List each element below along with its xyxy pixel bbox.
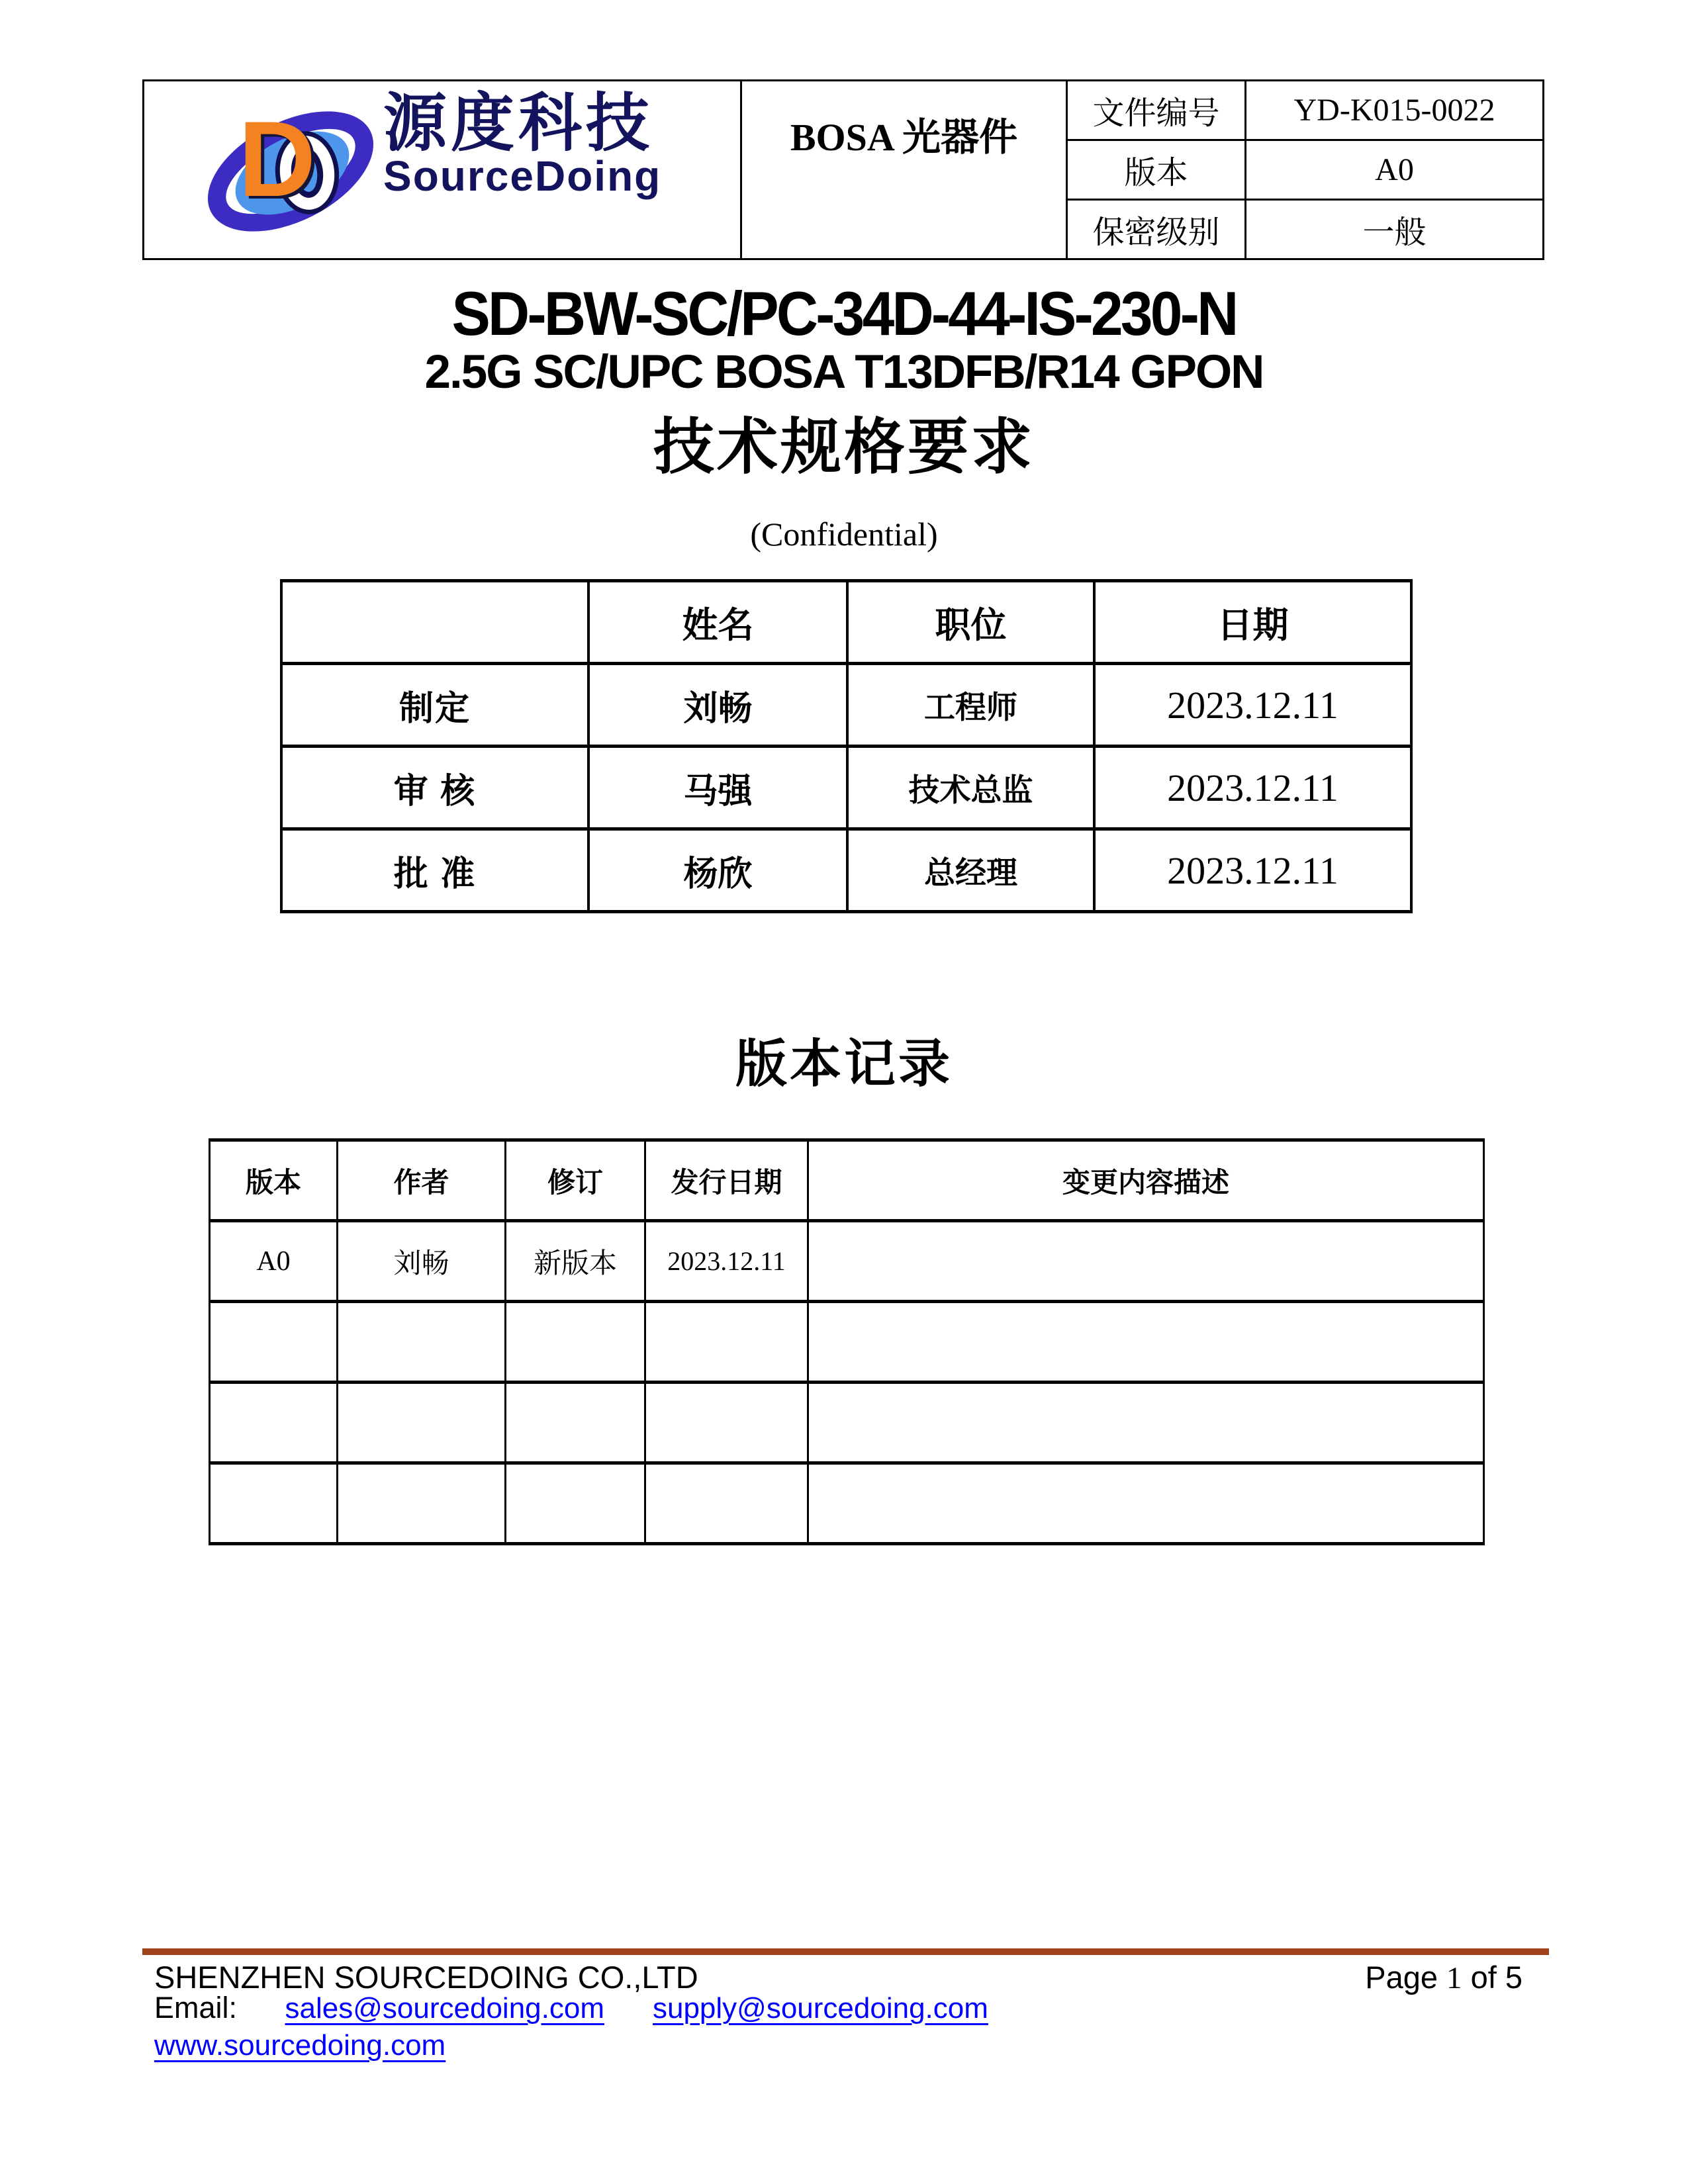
website-link[interactable]: www.sourcedoing.com [154,2029,446,2062]
approval-position: 技术总监 [847,747,1094,829]
revision-date [645,1383,808,1463]
approval-date: 2023.12.11 [1094,747,1411,829]
revision-revision [506,1463,645,1544]
revision-description [808,1302,1484,1383]
approval-table [280,579,1413,913]
footer-email-row [154,1991,988,2025]
revision-version [210,1383,338,1463]
revision-header-row [210,1140,1484,1221]
revision-author [338,1302,506,1383]
approval-date: 2023.12.11 [1094,829,1411,912]
approval-name: 刘畅 [588,664,847,747]
table-row [281,664,1411,747]
revision-version: A0 [210,1221,338,1302]
confidential-note: (Confidential) [750,516,938,553]
approval-header-position: 职位 [847,581,1094,664]
revision-revision [506,1302,645,1383]
email-label: Email: [154,1991,246,2025]
approval-role: 审 核 [281,747,588,829]
logo-cell [144,81,741,259]
confidentiality-value: 一般 [1246,200,1544,259]
logo-chinese-name: 源度科技 [383,88,653,159]
page-number: 1 [1446,1961,1462,1995]
revision-description [808,1383,1484,1463]
revision-header-revision: 修订 [506,1140,645,1221]
approval-role: 批 准 [281,829,588,912]
revision-version [210,1302,338,1383]
approval-header-date: 日期 [1094,581,1411,664]
page-title-model: SD-BW-SC/PC-34D-44-IS-230-N [451,279,1237,348]
version-value: A0 [1246,140,1544,200]
revision-revision: 新版本 [506,1221,645,1302]
revision-date [645,1463,808,1544]
revision-header-date: 发行日期 [645,1140,808,1221]
table-row [210,1463,1484,1544]
approval-date: 2023.12.11 [1094,664,1411,747]
revision-version [210,1463,338,1544]
approval-name: 杨欣 [588,829,847,912]
revision-author [338,1383,506,1463]
product-category: BOSA 光器件 [790,115,1018,159]
approval-header-blank [281,581,588,664]
revision-header-author: 作者 [338,1140,506,1221]
table-row [210,1383,1484,1463]
footer-company-name: SHENZHEN SOURCEDOING CO.,LTD [154,1960,698,1995]
logo-d-monogram: D [238,99,316,219]
header-table [142,79,1544,260]
revision-date [645,1302,808,1383]
revision-revision [506,1383,645,1463]
approval-position: 总经理 [847,829,1094,912]
table-row [281,747,1411,829]
table-row [210,1302,1484,1383]
approval-header-row [281,581,1411,664]
revision-author: 刘畅 [338,1221,506,1302]
footer-divider [142,1948,1549,1955]
confidentiality-label: 保密级别 [1067,200,1246,259]
revision-header-description: 变更内容描述 [808,1140,1484,1221]
revision-author [338,1463,506,1544]
revision-date: 2023.12.11 [645,1221,808,1302]
version-label: 版本 [1067,140,1246,200]
revision-table [209,1138,1485,1545]
revision-heading: 版本记录 [735,1034,953,1093]
logo-text [383,88,662,200]
sales-email-link[interactable]: sales@sourcedoing.com [285,1992,604,2025]
logo-english-name: SourceDoing [383,152,662,200]
page-suffix: of 5 [1462,1960,1523,1995]
approval-header-name: 姓名 [588,581,847,664]
revision-header-version: 版本 [210,1140,338,1221]
logo-mark [201,99,387,228]
page-prefix: Page [1365,1960,1447,1995]
revision-description [808,1463,1484,1544]
doc-number-value: YD-K015-0022 [1246,81,1544,140]
supply-email-link[interactable]: supply@sourcedoing.com [652,1992,988,2025]
footer-website-row [154,2029,445,2062]
page-subtitle: 2.5G SC/UPC BOSA T13DFB/R14 GPON [424,346,1264,398]
approval-position: 工程师 [847,664,1094,747]
approval-role: 制定 [281,664,588,747]
revision-description [808,1221,1484,1302]
doc-type-title: 技术规格要求 [653,414,1035,481]
product-category-cell [741,81,1067,259]
doc-number-label: 文件编号 [1067,81,1246,140]
table-row [210,1221,1484,1302]
table-row [281,829,1411,912]
approval-name: 马强 [588,747,847,829]
company-logo [145,85,739,254]
